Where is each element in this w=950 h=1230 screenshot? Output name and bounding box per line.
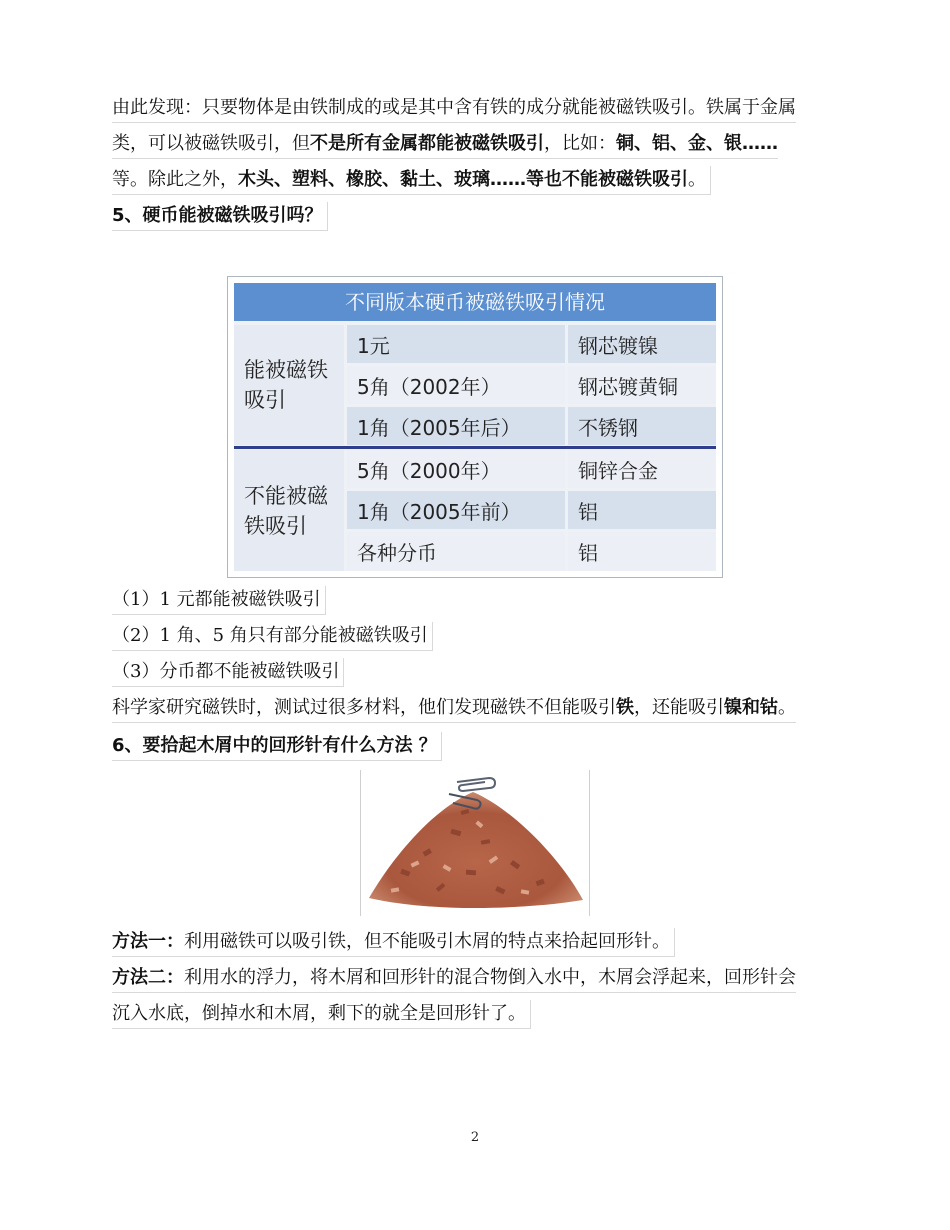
paragraph-line-2 — [112, 130, 778, 159]
scientist-paragraph — [112, 694, 796, 723]
group-attracted-label: 能被磁铁吸引 — [234, 325, 344, 445]
wood-chips-illustration — [361, 770, 589, 916]
paragraph-line-3 — [112, 166, 711, 195]
coin-magnet-table — [227, 276, 723, 578]
method-2-line-1 — [112, 964, 796, 993]
bold-text: 铜、铝、金、银…… — [616, 133, 778, 154]
text-span: 等。除此之外， — [112, 169, 238, 190]
text-span: 。 — [778, 697, 796, 718]
method-2-line-2: 沉入水底，倒掉水和木屑，剩下的就全是回形针了。 — [112, 1000, 531, 1029]
bold-text: 铁 — [616, 697, 634, 718]
method-1 — [112, 928, 675, 957]
table-cell-coin: 1角（2005年后） — [347, 407, 565, 445]
table-divider — [234, 446, 716, 449]
page-number: 2 — [470, 1130, 480, 1145]
paragraph-line-1 — [112, 94, 796, 123]
table-cell-material: 铝 — [568, 532, 716, 571]
table-cell-coin: 1元 — [347, 325, 565, 363]
table-cell-coin: 5角（2002年） — [347, 366, 565, 404]
text-span: 由此发现：只要物体是由铁制成的或是其中含有铁的成分就能被磁铁吸引。铁属于金属 — [112, 97, 796, 118]
table-cell-coin: 5角（2000年） — [347, 450, 565, 488]
paper-clip-icon — [457, 778, 495, 791]
table-cell-material: 钢芯镀镍 — [568, 325, 716, 363]
text-span: 。 — [688, 169, 706, 190]
note-2: （2）1 角、5 角只有部分能被磁铁吸引 — [112, 622, 433, 651]
table-title: 不同版本硬币被磁铁吸引情况 — [234, 283, 716, 321]
method-label: 方法二： — [112, 967, 184, 988]
table-cell-coin: 各种分币 — [347, 532, 565, 571]
group-not-attracted-label: 不能被磁铁吸引 — [234, 450, 344, 571]
text-span: 类，可以被磁铁吸引，但 — [112, 133, 310, 154]
bold-text: 不是所有金属都能被磁铁吸引 — [310, 133, 544, 154]
table-cell-material: 铜锌合金 — [568, 450, 716, 488]
table-cell-material: 不锈钢 — [568, 407, 716, 445]
question-5-heading: 5、硬币能被磁铁吸引吗？ — [112, 202, 328, 231]
table-cell-material: 铝 — [568, 491, 716, 529]
bold-text: 镍和钴 — [724, 697, 778, 718]
text-span: 利用水的浮力，将木屑和回形针的混合物倒入水中，木屑会浮起来，回形针会 — [184, 967, 796, 988]
bold-text: 木头、塑料、橡胶、黏土、玻璃……等也不能被磁铁吸引 — [238, 169, 688, 190]
method-label: 方法一： — [112, 931, 184, 952]
text-span: ，比如： — [544, 133, 616, 154]
table-cell-material: 钢芯镀黄铜 — [568, 366, 716, 404]
question-6-heading: 6、要拾起木屑中的回形针有什么方法 ？ — [112, 732, 442, 761]
table-cell-coin: 1角（2005年前） — [347, 491, 565, 529]
wood-chips-image — [360, 770, 590, 916]
text-span: ，还能吸引 — [634, 697, 724, 718]
text-span: 利用磁铁可以吸引铁，但不能吸引木屑的特点来拾起回形针。 — [184, 931, 670, 952]
text-span: 科学家研究磁铁时，测试过很多材料，他们发现磁铁不但能吸引 — [112, 697, 616, 718]
note-1: （1）1 元都能被磁铁吸引 — [112, 586, 326, 615]
note-3: （3）分币都不能被磁铁吸引 — [112, 658, 344, 687]
